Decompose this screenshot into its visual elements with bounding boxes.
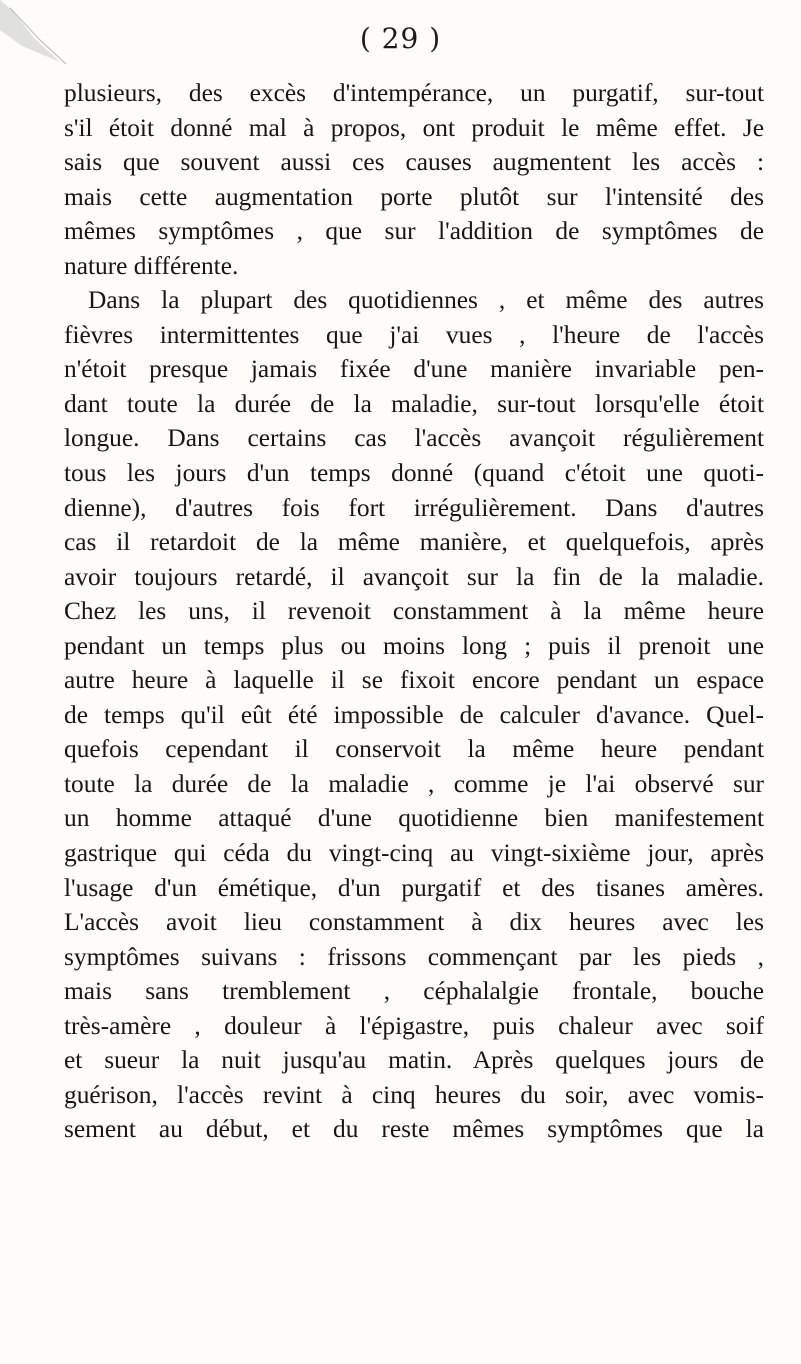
text-line: et sueur la nuit jusqu'au matin. Après quelques jours de: [64, 1046, 764, 1075]
text-line: guérison, l'accès revint à cinq heures du soir, avec vomis-: [64, 1080, 764, 1109]
paragraph: [64, 283, 764, 1147]
text-line: sement au début, et du reste mêmes symptômes que la: [64, 1115, 764, 1144]
text-line: avoir toujours retardé, il avançoit sur la fin de la maladie.: [64, 562, 764, 591]
text-line: sais que souvent aussi ces causes augmentent les accès :: [64, 148, 764, 177]
paragraph: [64, 76, 764, 283]
text-line: toute la durée de la maladie , comme je l'ai observé sur: [64, 769, 764, 798]
text-line: mais cette augmentation porte plutôt sur l'intensité des: [64, 182, 764, 211]
text-line: Chez les uns, il revenoit constamment à la même heure: [64, 597, 764, 626]
text-line: de temps qu'il eût été impossible de calculer d'avance. Quel-: [64, 700, 764, 729]
text-line: mêmes symptômes , que sur l'addition de symptômes de: [64, 217, 764, 246]
text-line: très-amère , douleur à l'épigastre, puis chaleur avec soif: [64, 1011, 764, 1040]
page-number: ( 29 ): [359, 22, 442, 55]
text-line: dant toute la durée de la maladie, sur-tout lorsqu'elle étoit: [64, 389, 764, 418]
text-line: n'étoit presque jamais fixée d'une manière invariable pen-: [64, 355, 764, 384]
text-line: l'usage d'un émétique, d'un purgatif et des tisanes amères.: [64, 873, 764, 902]
text-line: s'il étoit donné mal à propos, ont produit le même effet. Je: [64, 113, 764, 142]
text-line: symptômes suivans : frissons commençant par les pieds ,: [64, 942, 764, 971]
text-line: tous les jours d'un temps donné (quand c'étoit une quoti-: [64, 459, 764, 488]
text-line: un homme attaqué d'une quotidienne bien manifestement: [64, 804, 764, 833]
text-line: cas il retardoit de la même manière, et quelquefois, après: [64, 528, 764, 557]
text-line: dienne), d'autres fois fort irrégulièrement. Dans d'autres: [64, 493, 764, 522]
text-line: quefois cependant il conservoit la même heure pendant: [64, 735, 764, 764]
text-line: nature différente.: [64, 251, 239, 280]
text-line: pendant un temps plus ou moins long ; puis il prenoit une: [64, 631, 764, 660]
text-line: autre heure à laquelle il se fixoit encore pendant un espace: [64, 666, 764, 695]
text-line: mais sans tremblement , céphalalgie frontale, bouche: [64, 977, 764, 1006]
text-line: L'accès avoit lieu constamment à dix heures avec les: [64, 908, 764, 937]
text-line: longue. Dans certains cas l'accès avançoit régulièrement: [64, 424, 764, 453]
text-line: plusieurs, des excès d'intempérance, un purgatif, sur-tout: [64, 79, 764, 107]
text-line: fièvres intermittentes que j'ai vues , l'heure de l'accès: [64, 320, 764, 349]
body-text: [64, 76, 764, 1147]
text-line: gastrique qui céda du vingt-cinq au vingt-sixième jour, après: [64, 839, 764, 868]
text-line: Dans la plupart des quotidiennes , et même des autres: [88, 286, 764, 315]
